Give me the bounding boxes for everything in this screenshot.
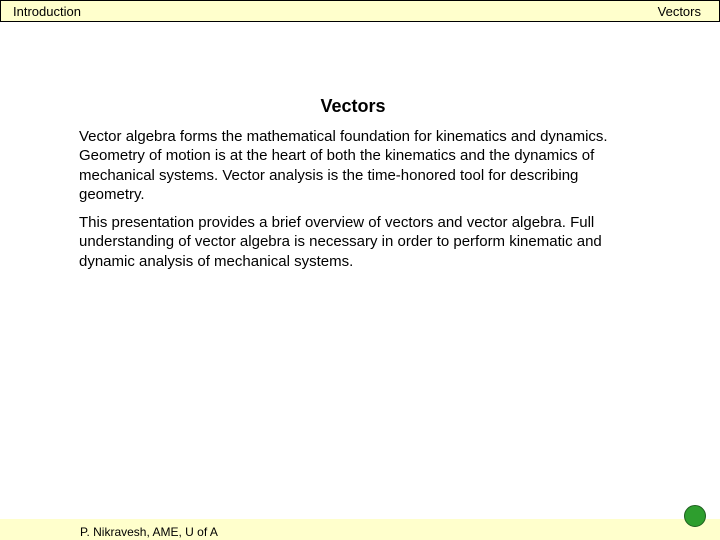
footer-author: P. Nikravesh, AME, U of A [80,525,218,539]
header-section-label: Introduction [13,4,81,19]
paragraph-overview: This presentation provides a brief overview of vectors and vector algebra. Full understanding of vector algebra is necessary in order to perform kinematic and dynamic analysis of mechanical systems. [79,214,602,270]
next-slide-button[interactable] [684,505,706,527]
header-topic-label: Vectors [657,4,701,19]
paragraph-intro: Vector algebra forms the mathematical foundation for kinematics and dynamics. Geometry of motion is at the heart of both the kinematics and the dynamics of mechanical systems. Vector analysis is the time-honored tool for describing geometry. [79,128,608,203]
header-bar [0,0,720,22]
slide-title: Vectors [320,96,386,116]
